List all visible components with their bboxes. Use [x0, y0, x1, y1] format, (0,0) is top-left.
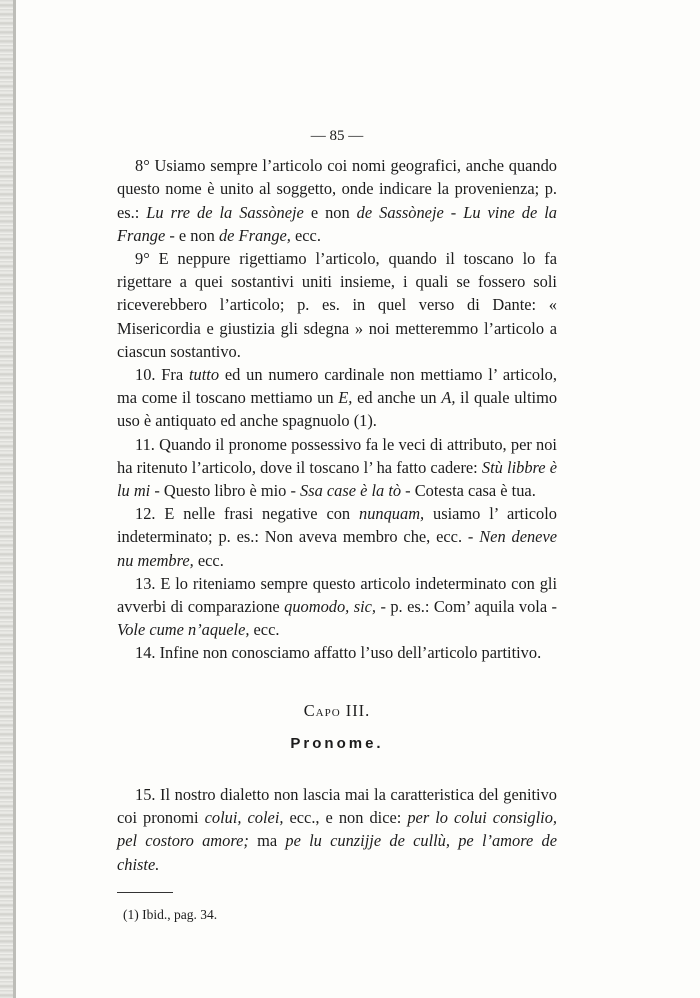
italic-run: de Frange, [218, 225, 291, 245]
text-run: - Cotesta casa è tua. [401, 481, 536, 501]
text-run: 8° Usiamo sempre l’articolo coi nomi geografici, anche quando questo nome è unito al soggetto, onde indicare la provenienza; p. es.: [117, 156, 557, 222]
italic-run: Nen deneve nu membre, [117, 527, 557, 570]
italic-run: per lo colui consiglio, pel costoro amore; [117, 808, 558, 851]
italic-run: E, [338, 388, 353, 408]
page-gutter-line [13, 0, 16, 998]
text-run: 11. Quando il pronome possessivo fa le veci di attributo, per noi ha ritenuto l’articolo, dove il toscano l’ ha fatto cadere: [117, 434, 557, 477]
paragraph-item [117, 363, 557, 433]
book-spine-edge [0, 0, 14, 998]
text-run: ecc. [193, 550, 224, 570]
text-run: 9° E neppure rigettiamo l’articolo, quando il toscano lo fa rigettare a quei sostantivi uniti insieme, i quali se fossero soli riceverebbero l’articolo; p. es. in quel verso di Dante: « Misericordia e giustizia gli sdegna » noi metteremmo l’articolo a ciascun sostantivo. [117, 249, 557, 361]
italic-run: de Sassòneje [356, 202, 444, 222]
text-run: e non [303, 202, 357, 222]
italic-run: A, [441, 388, 456, 408]
text-run: - Questo libro è mio - [150, 481, 301, 501]
text-run: - e non [165, 225, 219, 245]
paragraph-15 [117, 783, 557, 876]
italic-run: Lu rre de la Sassòneje [146, 202, 304, 222]
text-run: - [443, 202, 464, 222]
italic-run: quomodo, sic, [284, 597, 376, 617]
paragraph-list [117, 154, 557, 664]
text-run: 12. E nelle frasi negative con [135, 504, 360, 524]
italic-run: colui, colei, [204, 808, 284, 828]
italic-run: pe lu cunzijje de cullù, pe l’amore de chiste. [117, 831, 557, 874]
italic-run: nunquam, [359, 504, 425, 524]
italic-run: Ssa case è la tò [300, 481, 402, 501]
text-run: ed anche un [352, 388, 442, 408]
paragraph-item [117, 641, 557, 664]
italic-run: tutto [188, 365, 220, 385]
text-run: ecc. [249, 620, 280, 640]
footnote-rule [117, 892, 173, 893]
text-run: ma [248, 831, 286, 851]
chapter-heading: Capo III. [303, 700, 371, 720]
text-run: ed un numero cardinale non mettiamo l’ articolo, ma come il toscano mettiamo un [117, 365, 557, 408]
italic-run: Lu vine de la Frange [117, 202, 558, 245]
text-run: - p. es.: Com’ aquila vola - [376, 597, 557, 617]
footnote: (1) Ibid., pag. 34. [123, 906, 218, 922]
text-run: ecc., e non dice: [283, 808, 408, 828]
paragraph-item [117, 502, 557, 572]
page-number: — 85 — [310, 128, 364, 144]
text-run: il quale ultimo uso è antiquato ed anche spagnuolo (1). [117, 388, 558, 431]
italic-run: Stù libbre è lu mi [117, 457, 557, 501]
paragraph-item [117, 572, 557, 642]
text-run: 14. Infine non conosciamo affatto l’uso dell’articolo partitivo. [135, 643, 542, 663]
page-body [117, 125, 557, 926]
text-run: 13. E lo riteniamo sempre questo articolo indeterminato con gli avverbi di comparazione [117, 573, 557, 617]
text-run: 10. Fra [135, 365, 189, 385]
paragraph-item [117, 154, 557, 247]
text-run: usiamo l’ articolo indeterminato; p. es.: Non aveva membro che, ecc. - [117, 504, 558, 547]
text-run: 15. Il nostro dialetto non lascia mai la caratteristica del genitivo coi pronomi [117, 785, 557, 828]
paragraph-item [117, 247, 557, 363]
text-run: ecc. [290, 225, 321, 245]
paragraph-item [117, 433, 557, 503]
italic-run: Vole cume n’aquele, [117, 620, 250, 640]
section-heading: Pronome. [290, 734, 384, 752]
